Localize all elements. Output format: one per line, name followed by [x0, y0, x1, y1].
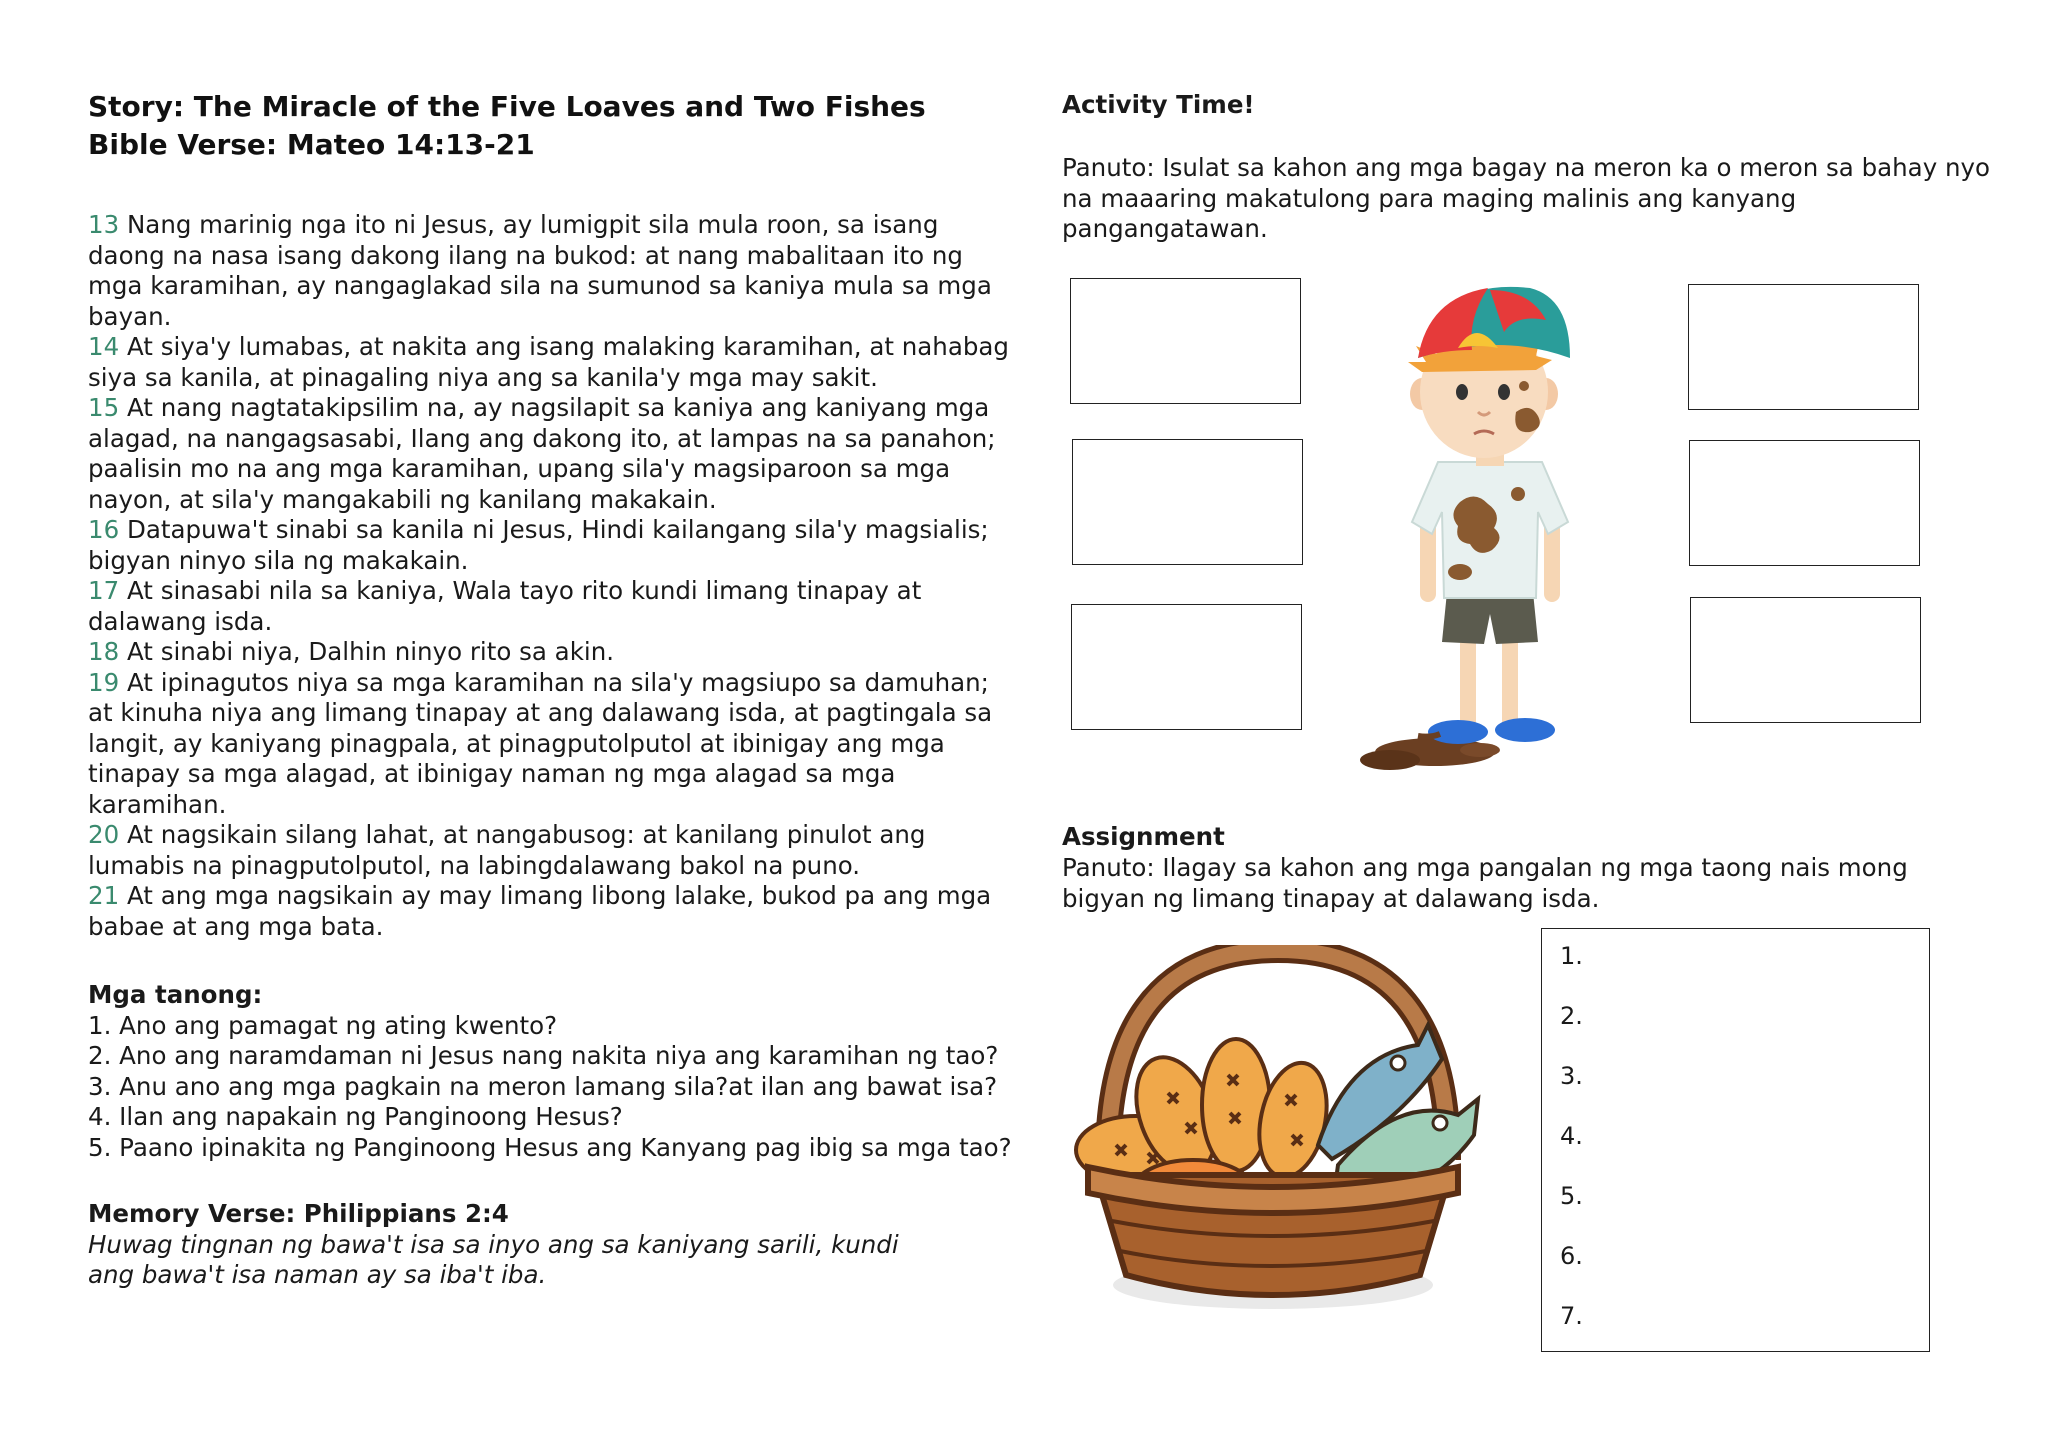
verse-number: 14 [88, 332, 120, 361]
verse [88, 210, 1018, 332]
verse [88, 393, 1018, 515]
story-column [88, 88, 1018, 1291]
verse-number: 15 [88, 393, 120, 422]
memory-verse-heading: Memory Verse: Philippians 2:4 [88, 1199, 509, 1228]
verse-number: 16 [88, 515, 120, 544]
verse-text: At sinasabi nila sa kaniya, Wala tayo rito kundi limang tinapay at dalawang isda. [88, 576, 922, 636]
assignment-heading: Assignment [1062, 822, 1225, 851]
verse-number: 13 [88, 210, 120, 239]
bible-verses [88, 210, 1018, 942]
answer-box-left-2[interactable] [1072, 439, 1303, 565]
story-title [88, 88, 1018, 164]
verse [88, 881, 1018, 942]
verse-text: Nang marinig nga ito ni Jesus, ay lumigpit sila mula roon, sa isang daong na nasa isang dakong ilang na bukod: at nang mabalitaan ito ng mga karamihan, ay nangaglakad sila na sumunod sa kaniya mula sa mga bayan. [88, 210, 992, 331]
answer-box-right-3[interactable] [1690, 597, 1921, 723]
verse [88, 576, 1018, 637]
question-item: 4. Ilan ang napakain ng Panginoong Hesus? [88, 1102, 623, 1131]
activity-instructions: Panuto: Isulat sa kahon ang mga bagay na meron ka o meron sa bahay nyo na maaaring makatulong para maging malinis ang kanyang pangangatawan. [1062, 153, 1990, 243]
list-number: 4. [1560, 1122, 1583, 1150]
verse-number: 17 [88, 576, 120, 605]
question-item: 3. Anu ano ang mga pagkain na meron lamang sila?at ilan ang bawat isa? [88, 1071, 998, 1101]
verse-text: At ang mga nagsikain ay may limang libong lalake, bukod pa ang mga babae at ang mga bata. [88, 881, 992, 941]
names-list-box[interactable] [1541, 928, 1930, 1352]
list-number: 7. [1560, 1302, 1583, 1330]
question-item: 1. Ano ang pamagat ng ating kwento? [88, 1010, 558, 1040]
activity-heading: Activity Time! [1062, 90, 1255, 119]
verse-text: At siya'y lumabas, at nakita ang isang malaking karamihan, at nahabag siya sa kanila, at pinagaling niya ang sa kanila'y mga may sakit. [88, 332, 1009, 392]
verse [88, 820, 1018, 881]
list-number: 3. [1560, 1062, 1583, 1090]
assignment-instructions: Panuto: Ilagay sa kahon ang mga pangalan ng mga taong nais mong bigyan ng limang tinapay at dalawang isda. [1062, 853, 1908, 913]
answer-box-right-2[interactable] [1689, 440, 1920, 566]
question-item: 5. Paano ipinakita ng Panginoong Hesus ang Kanyang pag ibig sa mga tao? [88, 1132, 1012, 1162]
list-number: 5. [1560, 1182, 1583, 1210]
answer-box-left-1[interactable] [1070, 278, 1301, 404]
story-title-line: Story: The Miracle of the Five Loaves and Two Fishes [88, 90, 926, 123]
question-item: 2. Ano ang naramdaman ni Jesus nang nakita niya ang karamihan ng tao? [88, 1041, 999, 1070]
verse-number: 21 [88, 881, 120, 910]
dirty-boy-illustration [1340, 262, 1620, 792]
answer-box-left-3[interactable] [1071, 604, 1302, 730]
verse-text: At nagsikain silang lahat, at nangabusog: at kanilang pinulot ang lumabis na pinagputolputol, na labingdalawang bakol na puno. [88, 820, 926, 880]
memory-verse-text: Huwag tingnan ng bawa't isa sa inyo ang sa kaniyang sarili, kundi ang bawa't isa naman ay sa iba't iba. [88, 1229, 899, 1289]
verse-text: Datapuwa't sinabi sa kanila ni Jesus, Hindi kailangang sila'y magsialis; bigyan ninyo sila ng makakain. [88, 515, 989, 575]
bible-verse-reference: Bible Verse: Mateo 14:13-21 [88, 128, 535, 161]
questions-list [88, 1011, 1018, 1164]
verse-number: 20 [88, 820, 120, 849]
verse-number: 18 [88, 637, 120, 666]
verse [88, 637, 1018, 668]
list-number: 2. [1560, 1002, 1583, 1030]
verse [88, 332, 1018, 393]
answer-box-right-1[interactable] [1688, 284, 1919, 410]
questions-heading: Mga tanong: [88, 980, 263, 1009]
bread-fish-basket-illustration [1068, 945, 1488, 1340]
verse [88, 515, 1018, 576]
list-number: 6. [1560, 1242, 1583, 1270]
verse-text: At sinabi niya, Dalhin ninyo rito sa akin. [119, 637, 615, 666]
verse-text: At nang nagtatakipsilim na, ay nagsilapit sa kaniya ang kaniyang mga alagad, na nangagsasabi, Ilang ang dakong ito, at lampas na sa panahon; paalisin mo na ang mga karamihan, upang sila'y magsiparoon sa mga nayon, at sila'y mangakabili ng kanilang makakain. [88, 393, 996, 514]
verse-number: 19 [88, 667, 120, 697]
verse [88, 668, 1018, 821]
verse-text: At ipinagutos niya sa mga karamihan na sila'y magsiupo sa damuhan; at kinuha niya ang limang tinapay at ang dalawang isda, at pagtingala sa langit, ay kaniyang pinagpala, at pinagputolputol at ibinigay ang mga tinapay sa mga alagad, at ibinigay naman ng mga alagad sa mga karamihan. [88, 667, 993, 819]
list-number: 1. [1560, 942, 1583, 970]
